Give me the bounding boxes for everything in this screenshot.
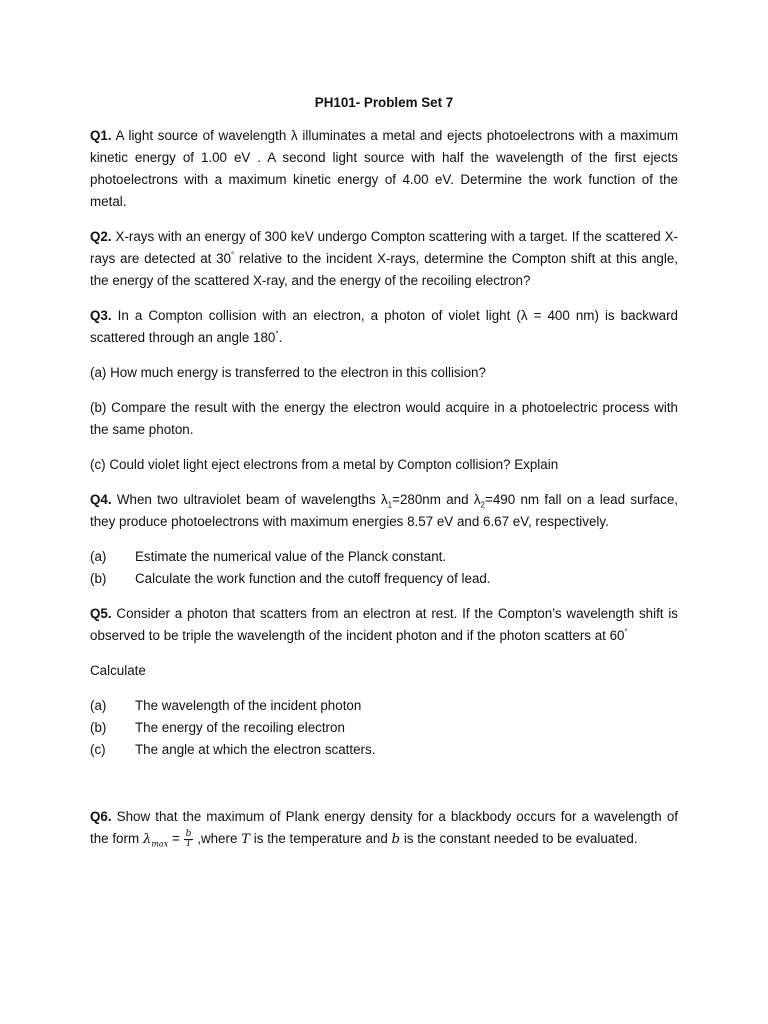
equals-sign: = [168, 831, 184, 846]
list-item-label: (b) [90, 571, 107, 586]
question-1-label: Q1. [90, 128, 112, 143]
list-item-text: The angle at which the electron scatters. [135, 742, 376, 757]
question-2-text-a: X-rays with an energy of 300 keV undergo Compton scattering with a target. If the scattered X-rays are detected at 30 [90, 229, 678, 266]
question-6-text-a: Show that the maximum of Plank energy density for a blackbody occurs for a wavelength of the form [90, 809, 678, 846]
fraction-denominator: T [185, 838, 192, 849]
question-3-text-b: . [278, 330, 283, 345]
list-item-text: The energy of the recoiling electron [135, 720, 345, 735]
question-4-label: Q4. [90, 492, 112, 507]
fraction-numerator: b [185, 828, 192, 839]
lambda-subscript: max [151, 839, 169, 849]
list-item-text: Estimate the numerical value of the Planck constant. [135, 549, 447, 564]
question-4-text-a: When two ultraviolet beam of wavelengths λ [111, 492, 388, 507]
question-3 [90, 305, 678, 349]
question-2 [90, 226, 678, 292]
question-1-text: A light source of wavelength λ illuminates a metal and ejects photoelectrons with a maximum kinetic energy of 1.00 eV . A second light source with half the wavelength of the first ejects photoelectrons with a maximum kinetic energy of 4.00 eV. Determine the work function of the metal. [90, 128, 678, 209]
variable-b: b [391, 832, 401, 847]
page-title: PH101- Problem Set 7 [314, 95, 454, 110]
list-item-label: (a) [90, 698, 107, 713]
question-6-text-b: ,where [193, 831, 242, 846]
question-4 [90, 489, 678, 533]
list-item [90, 546, 678, 568]
question-6-text-d: is the constant needed to be evaluated. [400, 831, 638, 846]
question-3-text-a: In a Compton collision with an electron, a photon of violet light (λ = 400 nm) is backward scattered through an angle 180 [90, 308, 678, 345]
degree-symbol: ° [624, 627, 628, 637]
list-item-text: Calculate the work function and the cutoff frequency of lead. [135, 571, 491, 586]
problem-set-page [90, 92, 678, 864]
question-5-label: Q5. [90, 606, 112, 621]
question-2-text-b: relative to the incident X-rays, determine the Compton shift at this angle, the energy of the scattered X-ray, and the energy of the recoiling electron? [90, 251, 678, 288]
question-4-parts [90, 546, 678, 590]
degree-symbol: ° [275, 329, 279, 339]
list-item-label: (b) [90, 720, 107, 735]
question-6 [90, 806, 678, 851]
degree-symbol: ° [231, 250, 235, 260]
list-item [90, 717, 678, 739]
question-5-parts [90, 695, 678, 761]
spacer [90, 774, 678, 806]
question-3-part-c: (c) Could violet light eject electrons from a metal by Compton collision? Explain [90, 457, 559, 472]
list-item-text: The wavelength of the incident photon [135, 698, 362, 713]
list-item [90, 739, 678, 761]
subscript-1: 1 [387, 500, 393, 510]
question-6-label: Q6. [90, 809, 112, 824]
variable-t: T [241, 832, 251, 847]
question-4-text-b: =280nm and λ [392, 492, 481, 507]
question-6-text-c: is the temperature and [250, 831, 392, 846]
list-item [90, 568, 678, 590]
fraction [184, 830, 192, 849]
list-item-label: (c) [90, 742, 106, 757]
list-item [90, 695, 678, 717]
calculate-heading: Calculate [90, 663, 146, 678]
question-5 [90, 603, 678, 647]
subscript-2: 2 [480, 500, 485, 510]
question-3-label: Q3. [90, 308, 112, 323]
question-3-part-b: (b) Compare the result with the energy the electron would acquire in a photoelectric process with the same photon. [90, 400, 678, 437]
question-1 [90, 125, 678, 213]
question-2-label: Q2. [90, 229, 112, 244]
question-4-text-c: =490 nm fall on a lead surface, they produce photoelectrons with maximum energies 8.57 eV and 6.67 eV, respectively. [90, 492, 679, 529]
list-item-label: (a) [90, 549, 107, 564]
question-5-text: Consider a photon that scatters from an electron at rest. If the Compton’s wavelength shift is observed to be triple the wavelength of the incident photon and if the photon scatters at 60 [90, 606, 678, 643]
question-3-part-a: (a) How much energy is transferred to the electron in this collision? [90, 365, 486, 380]
lambda-symbol: λ [142, 832, 152, 847]
